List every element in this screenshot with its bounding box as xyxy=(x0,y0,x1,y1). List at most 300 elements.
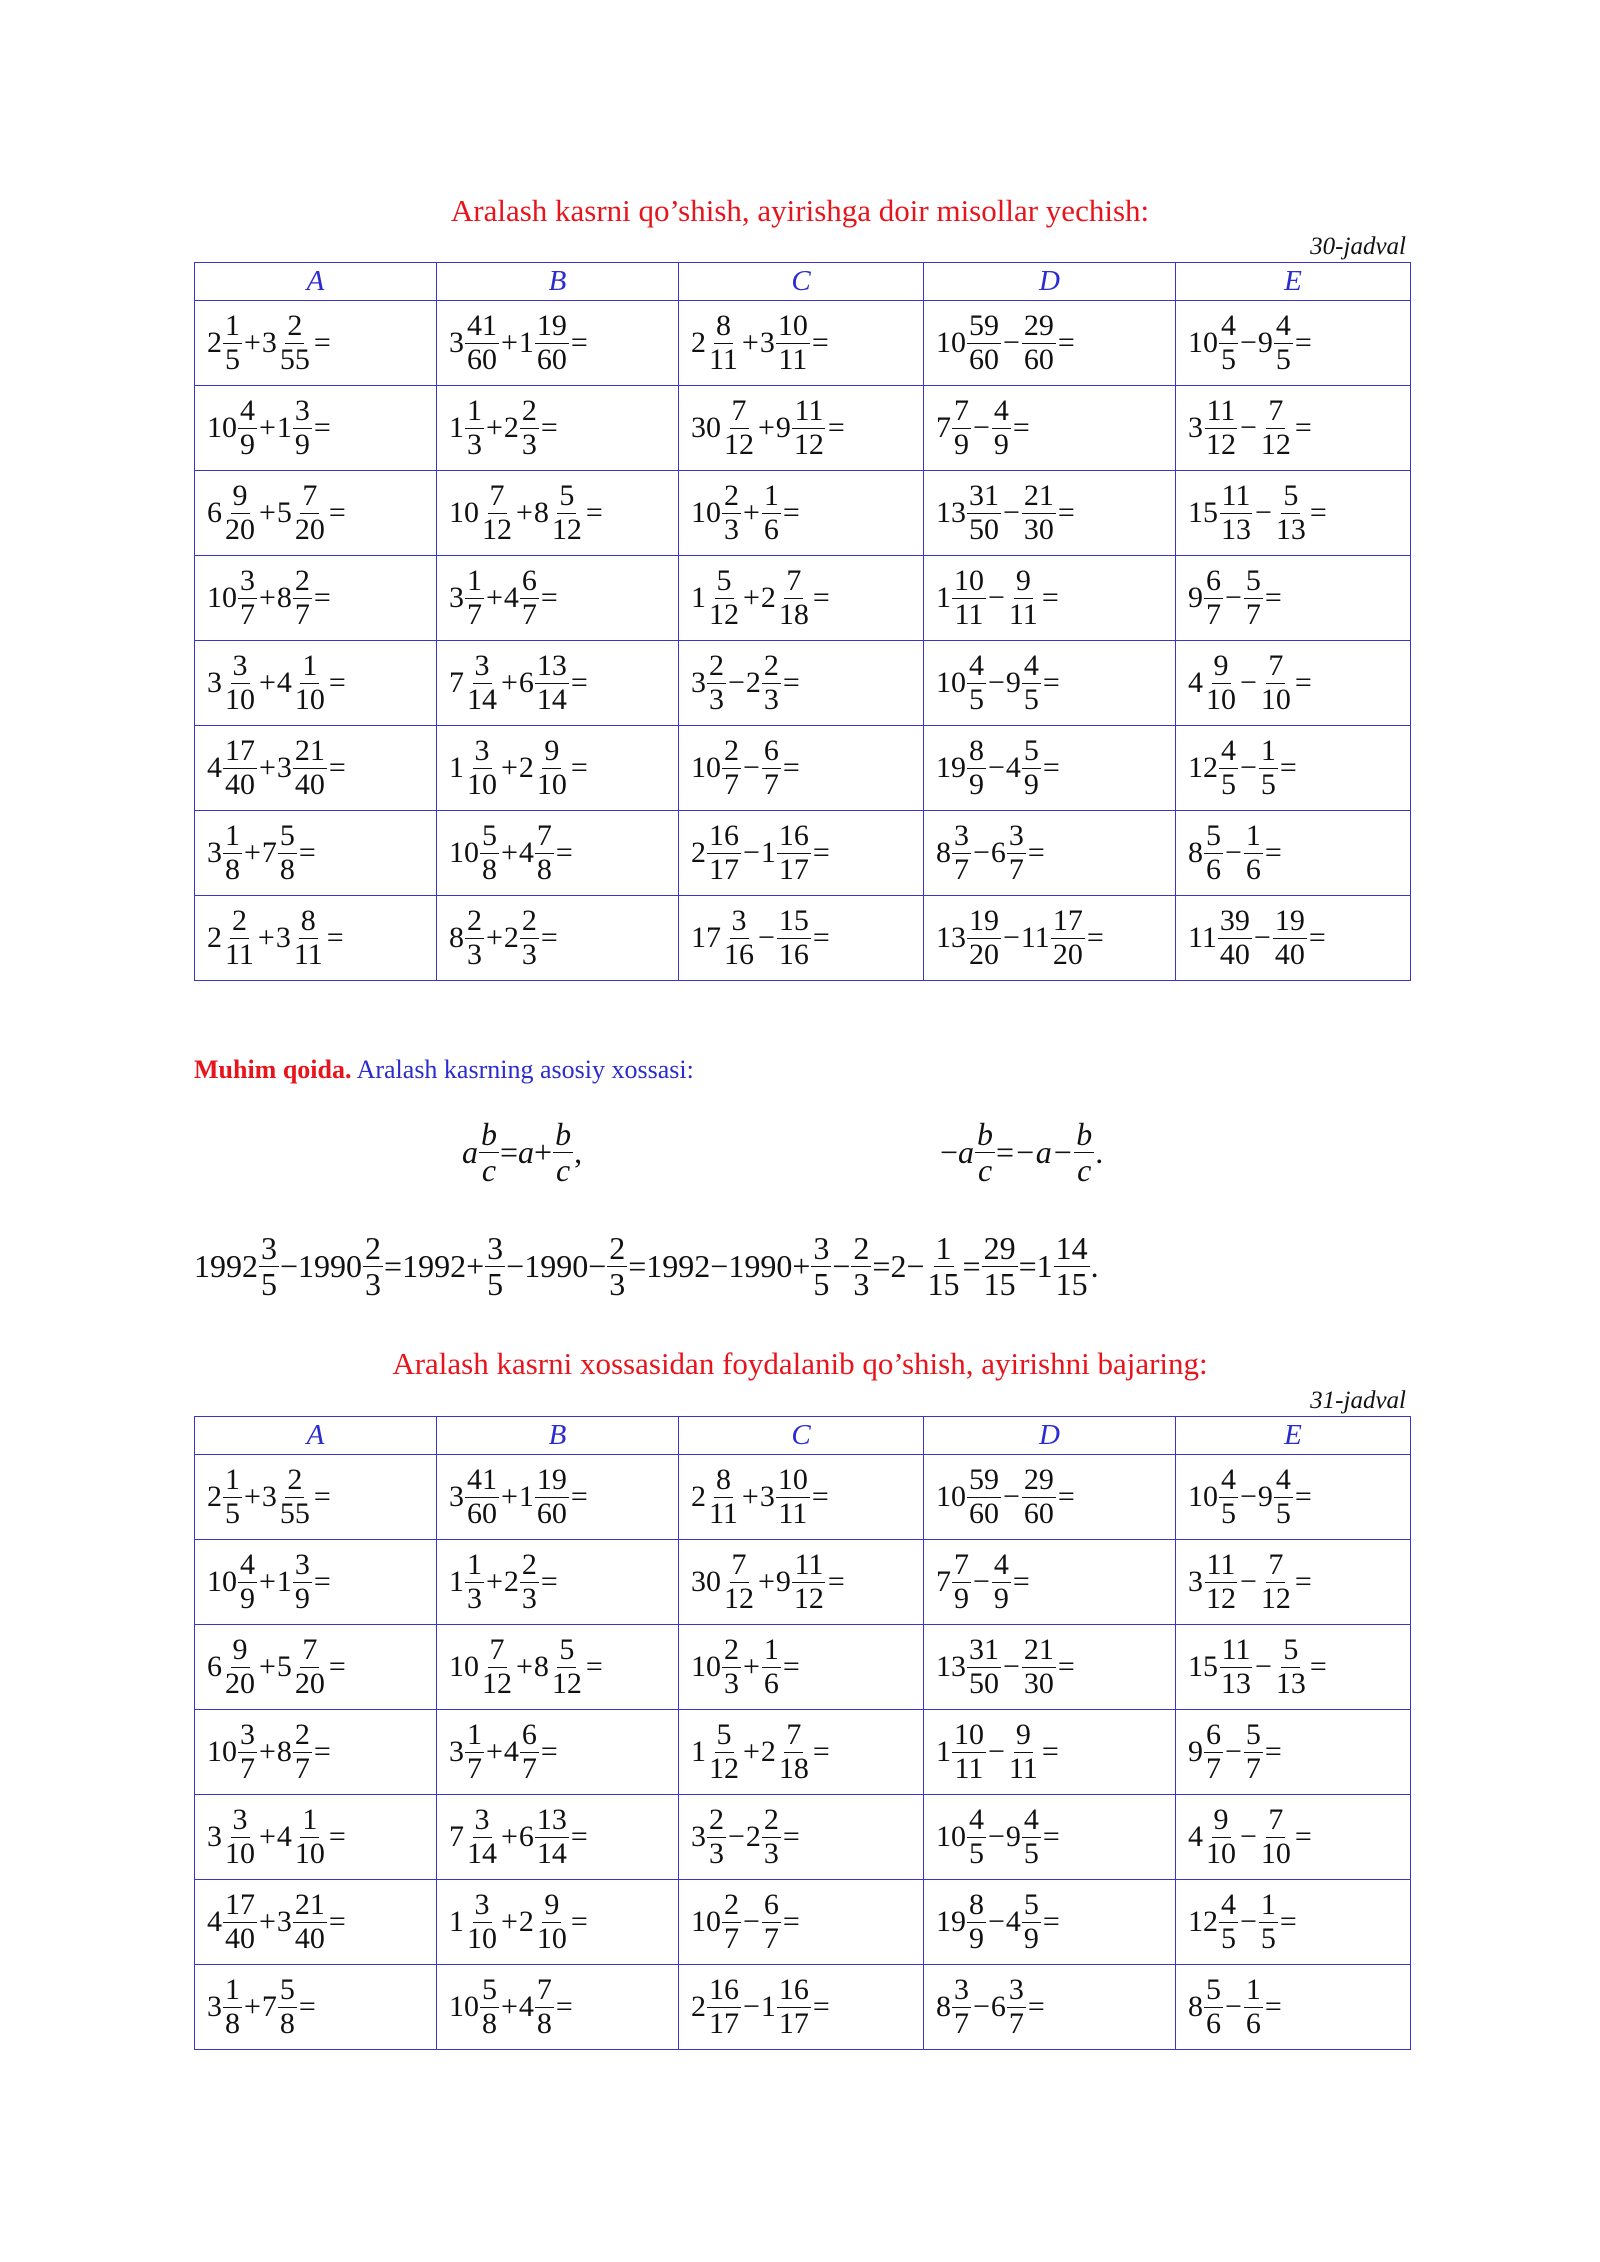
operator: + xyxy=(758,1565,775,1598)
rule-label: Muhim qoida. xyxy=(194,1055,352,1084)
fraction-numerator: 7 xyxy=(954,1547,969,1581)
fraction-denominator: 60 xyxy=(1023,342,1054,376)
fraction-numerator: 31 xyxy=(969,1632,999,1666)
fraction-numerator: 13 xyxy=(536,648,567,682)
fraction xyxy=(1259,1887,1278,1955)
exercise-cell xyxy=(437,556,679,641)
fraction-denominator: 9 xyxy=(954,427,969,461)
exercise-expression xyxy=(1188,1972,1283,2040)
fraction xyxy=(1219,1462,1238,1530)
fraction-numerator: 3 xyxy=(240,1717,255,1751)
equals-sign: = xyxy=(540,411,558,444)
fraction-numerator: 1 xyxy=(763,478,779,512)
fraction-denominator: 20 xyxy=(225,1666,255,1700)
fraction-denominator: 7 xyxy=(1206,1751,1221,1785)
whole-part: 10 xyxy=(691,1650,721,1683)
exercise-cell xyxy=(195,896,437,981)
fraction xyxy=(1204,648,1238,716)
fraction-denominator: 20 xyxy=(294,1666,325,1700)
fraction xyxy=(952,818,971,886)
example-fraction xyxy=(1054,1232,1090,1300)
fraction-numerator: 8 xyxy=(969,1887,984,1921)
fraction-numerator: 2 xyxy=(763,1802,779,1836)
fraction xyxy=(792,1547,826,1615)
operator: + xyxy=(758,411,775,444)
operator: − xyxy=(973,1990,990,2023)
fraction-numerator: 1 xyxy=(225,818,240,852)
exercise-cell xyxy=(679,896,924,981)
fraction xyxy=(1204,1547,1238,1615)
example-denominator: 3 xyxy=(365,1265,382,1302)
fraction-numerator: 3 xyxy=(954,1972,969,2006)
fraction xyxy=(967,308,1001,376)
exercise-cell xyxy=(437,726,679,811)
example-denominator: 15 xyxy=(1055,1265,1088,1302)
equals-sign: = xyxy=(328,1650,346,1683)
fraction-numerator: 7 xyxy=(954,393,969,427)
operator: + xyxy=(486,921,503,954)
exercise-cell xyxy=(679,1710,924,1795)
equals-sign: = xyxy=(1264,581,1282,614)
whole-part: 8 xyxy=(533,496,549,529)
fraction-numerator: 9 xyxy=(544,733,560,767)
fraction-numerator: 4 xyxy=(969,1802,984,1836)
whole-part: 10 xyxy=(449,496,479,529)
exercise-cell xyxy=(195,556,437,641)
operator: + xyxy=(501,751,518,784)
fraction-numerator: 1 xyxy=(225,308,240,342)
fraction-numerator: 5 xyxy=(559,478,575,512)
equals-sign: = xyxy=(782,496,800,529)
fraction-denominator: 6 xyxy=(763,512,779,546)
exercise-expression xyxy=(1188,1717,1283,1785)
whole-part: 13 xyxy=(936,1650,966,1683)
operator: + xyxy=(244,326,261,359)
fraction xyxy=(293,1887,327,1955)
equals-sign: = xyxy=(298,1990,316,2023)
fraction-denominator: 12 xyxy=(1260,427,1291,461)
operator: + xyxy=(516,1650,533,1683)
fraction-denominator: 12 xyxy=(1206,1581,1236,1615)
fraction-numerator: 3 xyxy=(474,1802,490,1836)
exercise-expression xyxy=(449,563,559,631)
fraction-numerator: 7 xyxy=(1268,1547,1284,1581)
formula-plus: + xyxy=(534,1133,553,1170)
exercise-cell xyxy=(1176,726,1411,811)
fraction-denominator: 3 xyxy=(467,427,482,461)
fraction-numerator: 7 xyxy=(731,393,747,427)
example-numerator: 2 xyxy=(365,1230,382,1266)
fraction xyxy=(777,1717,811,1785)
fraction-numerator: 9 xyxy=(1015,563,1031,597)
formula2-rhs-denominator: c xyxy=(1077,1151,1092,1188)
fraction-denominator: 11 xyxy=(1008,597,1038,631)
fraction-numerator: 13 xyxy=(536,1802,567,1836)
fraction-numerator: 17 xyxy=(225,1887,255,1921)
fraction-denominator: 20 xyxy=(294,512,325,546)
fraction xyxy=(223,1802,257,1870)
fraction-denominator: 10 xyxy=(1260,682,1291,716)
exercise-cell xyxy=(679,1455,924,1540)
whole-part: 10 xyxy=(936,1820,966,1853)
fraction xyxy=(1219,1632,1253,1700)
fraction xyxy=(223,733,257,801)
equals-sign: = xyxy=(570,1905,588,1938)
fraction-denominator: 11 xyxy=(225,937,254,971)
fraction-denominator: 60 xyxy=(536,342,567,376)
fraction-numerator: 4 xyxy=(1023,1802,1039,1836)
exercise-expression xyxy=(691,1632,801,1700)
exercise-cell xyxy=(924,1455,1176,1540)
operator: + xyxy=(244,1990,261,2023)
fraction-denominator: 50 xyxy=(969,512,999,546)
operator: + xyxy=(257,921,275,954)
fraction-numerator: 7 xyxy=(786,1717,802,1751)
fraction-numerator: 29 xyxy=(1023,308,1054,342)
fraction-numerator: 21 xyxy=(294,733,325,767)
whole-part: 9 xyxy=(1257,326,1273,359)
fraction xyxy=(293,563,312,631)
fraction-denominator: 17 xyxy=(709,2006,739,2040)
fraction-numerator: 9 xyxy=(544,1887,560,1921)
operator: − xyxy=(988,1820,1005,1853)
equals-sign: = xyxy=(570,1820,588,1853)
exercise-expression xyxy=(691,648,801,716)
exercise-expression xyxy=(449,393,559,461)
fraction-denominator: 8 xyxy=(482,852,497,886)
table-row xyxy=(195,1710,1411,1795)
whole-part: 2 xyxy=(691,326,706,359)
fraction-numerator: 6 xyxy=(1206,1717,1221,1751)
operator: − xyxy=(1003,1650,1020,1683)
fraction xyxy=(707,1462,740,1530)
fraction-denominator: 3 xyxy=(763,1836,779,1870)
fraction-numerator: 4 xyxy=(240,1547,255,1581)
whole-part: 2 xyxy=(207,1480,222,1513)
fraction xyxy=(1007,1717,1040,1785)
whole-part: 4 xyxy=(207,751,222,784)
exercise-expression xyxy=(1188,393,1313,461)
fraction xyxy=(465,563,484,631)
fraction xyxy=(1244,818,1263,886)
fraction xyxy=(967,1802,986,1870)
example-term: −1990 xyxy=(280,1247,363,1284)
fraction-denominator: 12 xyxy=(482,512,512,546)
fraction-denominator: 7 xyxy=(521,597,537,631)
whole-part: 5 xyxy=(276,1650,292,1683)
example-fraction xyxy=(259,1232,279,1300)
fraction xyxy=(465,308,499,376)
fraction-numerator: 21 xyxy=(1023,1632,1054,1666)
fraction-numerator: 5 xyxy=(559,1632,575,1666)
fraction-numerator: 8 xyxy=(300,903,316,937)
fraction xyxy=(535,1462,569,1530)
whole-part: 2 xyxy=(207,921,222,954)
exercise-expression xyxy=(449,648,589,716)
fraction-numerator: 3 xyxy=(1008,818,1024,852)
fraction-numerator: 3 xyxy=(474,733,490,767)
fraction-denominator: 18 xyxy=(778,1751,809,1785)
fraction xyxy=(1022,1462,1056,1530)
whole-part: 10 xyxy=(691,496,721,529)
fraction-denominator: 9 xyxy=(993,427,1009,461)
whole-part: 30 xyxy=(691,411,721,444)
formula2-equals: = xyxy=(996,1133,1015,1170)
column-header-c: C xyxy=(679,1417,924,1455)
operator: − xyxy=(743,1905,760,1938)
example-numerator: 2 xyxy=(609,1230,626,1266)
exercise-expression xyxy=(691,903,831,971)
whole-part: 10 xyxy=(1188,1480,1218,1513)
exercise-expression xyxy=(691,478,801,546)
exercise-cell xyxy=(195,1710,437,1795)
fraction-numerator: 2 xyxy=(709,1802,724,1836)
fraction xyxy=(223,903,256,971)
whole-part: 10 xyxy=(207,581,237,614)
exercise-cell xyxy=(437,1625,679,1710)
exercise-cell xyxy=(195,641,437,726)
exercise-expression xyxy=(449,1802,589,1870)
fraction-denominator: 6 xyxy=(763,1666,779,1700)
fraction xyxy=(223,1972,242,2040)
fraction-numerator: 41 xyxy=(467,1462,497,1496)
fraction xyxy=(465,903,484,971)
fraction xyxy=(480,1972,499,2040)
operator: − xyxy=(728,666,745,699)
fraction xyxy=(293,648,327,716)
operator: − xyxy=(1240,1905,1257,1938)
equals-sign: = xyxy=(1057,496,1075,529)
exercise-cell xyxy=(195,1965,437,2050)
fraction xyxy=(1022,648,1041,716)
fraction xyxy=(1051,903,1085,971)
operator: − xyxy=(1003,326,1020,359)
fraction-numerator: 59 xyxy=(969,1462,999,1496)
whole-part: 10 xyxy=(691,1905,721,1938)
exercise-expression xyxy=(449,903,559,971)
example-numerator: 1 xyxy=(935,1230,952,1266)
fraction xyxy=(465,648,499,716)
exercise-expression xyxy=(1188,903,1327,971)
fraction-numerator: 5 xyxy=(716,563,732,597)
formula2-a: a xyxy=(958,1133,975,1170)
fraction xyxy=(465,733,499,801)
fraction-numerator: 2 xyxy=(521,903,537,937)
exercise-expression xyxy=(1188,563,1283,631)
fraction xyxy=(707,648,726,716)
fraction xyxy=(535,818,554,886)
fraction-numerator: 16 xyxy=(778,1972,809,2006)
equals-sign: = xyxy=(328,666,346,699)
formula2-numerator: b xyxy=(977,1116,994,1152)
whole-part: 1 xyxy=(936,1735,951,1768)
fraction-denominator: 11 xyxy=(778,1496,808,1530)
fraction-denominator: 5 xyxy=(1023,682,1039,716)
fraction-denominator: 14 xyxy=(536,1836,567,1870)
fraction-numerator: 1 xyxy=(467,393,482,427)
equals-sign: = xyxy=(328,751,346,784)
operator: + xyxy=(259,581,276,614)
fraction-numerator: 16 xyxy=(709,818,739,852)
fraction-denominator: 12 xyxy=(709,597,739,631)
fraction-denominator: 5 xyxy=(1260,1921,1276,1955)
equals-sign: = xyxy=(570,666,588,699)
equals-sign: = xyxy=(1042,1905,1060,1938)
exercise-cell xyxy=(924,726,1176,811)
exercise-cell xyxy=(679,386,924,471)
exercise-expression xyxy=(936,1717,1060,1785)
equals-sign: = xyxy=(782,666,800,699)
exercise-expression xyxy=(1188,1632,1328,1700)
fraction-numerator: 1 xyxy=(225,1972,240,2006)
exercise-expression xyxy=(936,733,1061,801)
fraction-numerator: 5 xyxy=(279,818,295,852)
whole-part: 7 xyxy=(449,666,464,699)
fraction-numerator: 6 xyxy=(1206,563,1221,597)
fraction xyxy=(520,903,539,971)
exercise-expression xyxy=(1188,1547,1313,1615)
fraction xyxy=(1244,1972,1263,2040)
fraction xyxy=(967,648,986,716)
example-fraction xyxy=(851,1232,871,1300)
fraction xyxy=(520,1547,539,1615)
fraction-denominator: 3 xyxy=(709,682,724,716)
fraction xyxy=(952,563,986,631)
formula2-rhs-fraction xyxy=(1074,1118,1094,1186)
equals-sign: = xyxy=(328,1905,346,1938)
fraction xyxy=(535,733,569,801)
exercise-expression xyxy=(449,1547,559,1615)
whole-part: 1 xyxy=(449,1565,464,1598)
fraction-numerator: 7 xyxy=(536,818,552,852)
equals-sign: = xyxy=(812,836,830,869)
fraction-numerator: 6 xyxy=(521,1717,537,1751)
fraction xyxy=(1204,563,1223,631)
exercise-expression xyxy=(1188,648,1313,716)
fraction-numerator: 9 xyxy=(1213,1802,1229,1836)
fraction xyxy=(707,1972,741,2040)
fraction xyxy=(550,478,584,546)
exercise-expression xyxy=(691,308,830,376)
equals-sign: = xyxy=(811,326,829,359)
fraction-denominator: 18 xyxy=(778,597,809,631)
fraction xyxy=(535,308,569,376)
fraction-numerator: 3 xyxy=(731,903,747,937)
equals-sign: = xyxy=(570,1480,588,1513)
equals-sign: = xyxy=(1279,751,1297,784)
equals-sign: = xyxy=(1042,666,1060,699)
whole-part: 2 xyxy=(691,836,706,869)
fraction-denominator: 3 xyxy=(521,937,537,971)
exercise-expression xyxy=(691,818,831,886)
fraction-numerator: 19 xyxy=(1274,903,1305,937)
fraction xyxy=(293,1632,327,1700)
fraction-numerator: 7 xyxy=(786,563,802,597)
fraction-denominator: 10 xyxy=(467,1921,497,1955)
fraction-denominator: 40 xyxy=(225,1921,255,1955)
whole-part: 3 xyxy=(1188,1565,1203,1598)
operator: + xyxy=(259,1820,276,1853)
fraction xyxy=(722,733,741,801)
fraction-numerator: 21 xyxy=(294,1887,325,1921)
whole-part: 9 xyxy=(1005,666,1021,699)
fraction xyxy=(1022,1632,1056,1700)
fraction-numerator: 15 xyxy=(778,903,809,937)
fraction-numerator: 3 xyxy=(232,648,248,682)
fraction-numerator: 17 xyxy=(225,733,255,767)
whole-part: 1 xyxy=(276,1565,292,1598)
exercise-expression xyxy=(449,1972,574,2040)
exercise-expression xyxy=(207,478,347,546)
fraction-denominator: 13 xyxy=(1275,512,1306,546)
exercise-cell xyxy=(1176,641,1411,726)
fraction xyxy=(722,478,741,546)
table-label-30: 30-jadval xyxy=(1310,233,1406,260)
fraction xyxy=(238,1547,257,1615)
formula2-period: . xyxy=(1095,1133,1104,1170)
fraction-numerator: 10 xyxy=(954,563,984,597)
exercise-expression xyxy=(691,1802,801,1870)
fraction xyxy=(465,393,484,461)
fraction-denominator: 10 xyxy=(1260,1836,1291,1870)
fraction-numerator: 5 xyxy=(1023,1887,1039,1921)
operator: + xyxy=(741,1480,759,1513)
fraction-numerator: 7 xyxy=(489,478,505,512)
exercise-expression xyxy=(691,1717,831,1785)
fraction-numerator: 1 xyxy=(467,563,482,597)
fraction-numerator: 4 xyxy=(1221,308,1236,342)
example-denominator: 3 xyxy=(853,1265,870,1302)
fraction-numerator: 7 xyxy=(1268,648,1284,682)
whole-part: 2 xyxy=(503,921,519,954)
operator: − xyxy=(1240,751,1257,784)
whole-part: 4 xyxy=(276,666,292,699)
fraction-denominator: 10 xyxy=(294,682,325,716)
table-row xyxy=(195,386,1411,471)
operator: − xyxy=(973,836,990,869)
equals-sign: = xyxy=(328,496,346,529)
exercise-expression xyxy=(936,1887,1061,1955)
formula-comma: , xyxy=(574,1133,583,1170)
fraction-denominator: 9 xyxy=(954,1581,969,1615)
whole-part: 2 xyxy=(745,1820,761,1853)
fraction-denominator: 10 xyxy=(1206,1836,1236,1870)
fraction-denominator: 3 xyxy=(467,937,482,971)
fraction-denominator: 7 xyxy=(1245,1751,1261,1785)
whole-part: 3 xyxy=(207,1820,222,1853)
fraction-numerator: 8 xyxy=(715,1462,731,1496)
fraction xyxy=(293,733,327,801)
operator: − xyxy=(1003,1480,1020,1513)
fraction-numerator: 5 xyxy=(1245,1717,1261,1751)
whole-part: 10 xyxy=(449,1650,479,1683)
formula-positive xyxy=(462,1118,582,1186)
whole-part: 2 xyxy=(207,326,222,359)
fraction-numerator: 11 xyxy=(794,1547,824,1581)
whole-part: 8 xyxy=(1188,836,1203,869)
table-row xyxy=(195,1880,1411,1965)
example-numerator: 29 xyxy=(983,1230,1016,1266)
whole-part: 11 xyxy=(1020,921,1050,954)
whole-part: 3 xyxy=(449,581,464,614)
fraction xyxy=(1204,1802,1238,1870)
fraction-numerator: 9 xyxy=(1213,648,1229,682)
exercise-cell xyxy=(437,471,679,556)
fraction xyxy=(223,1632,257,1700)
fraction xyxy=(952,1972,971,2040)
fraction xyxy=(707,563,741,631)
fraction-denominator: 40 xyxy=(1219,937,1250,971)
